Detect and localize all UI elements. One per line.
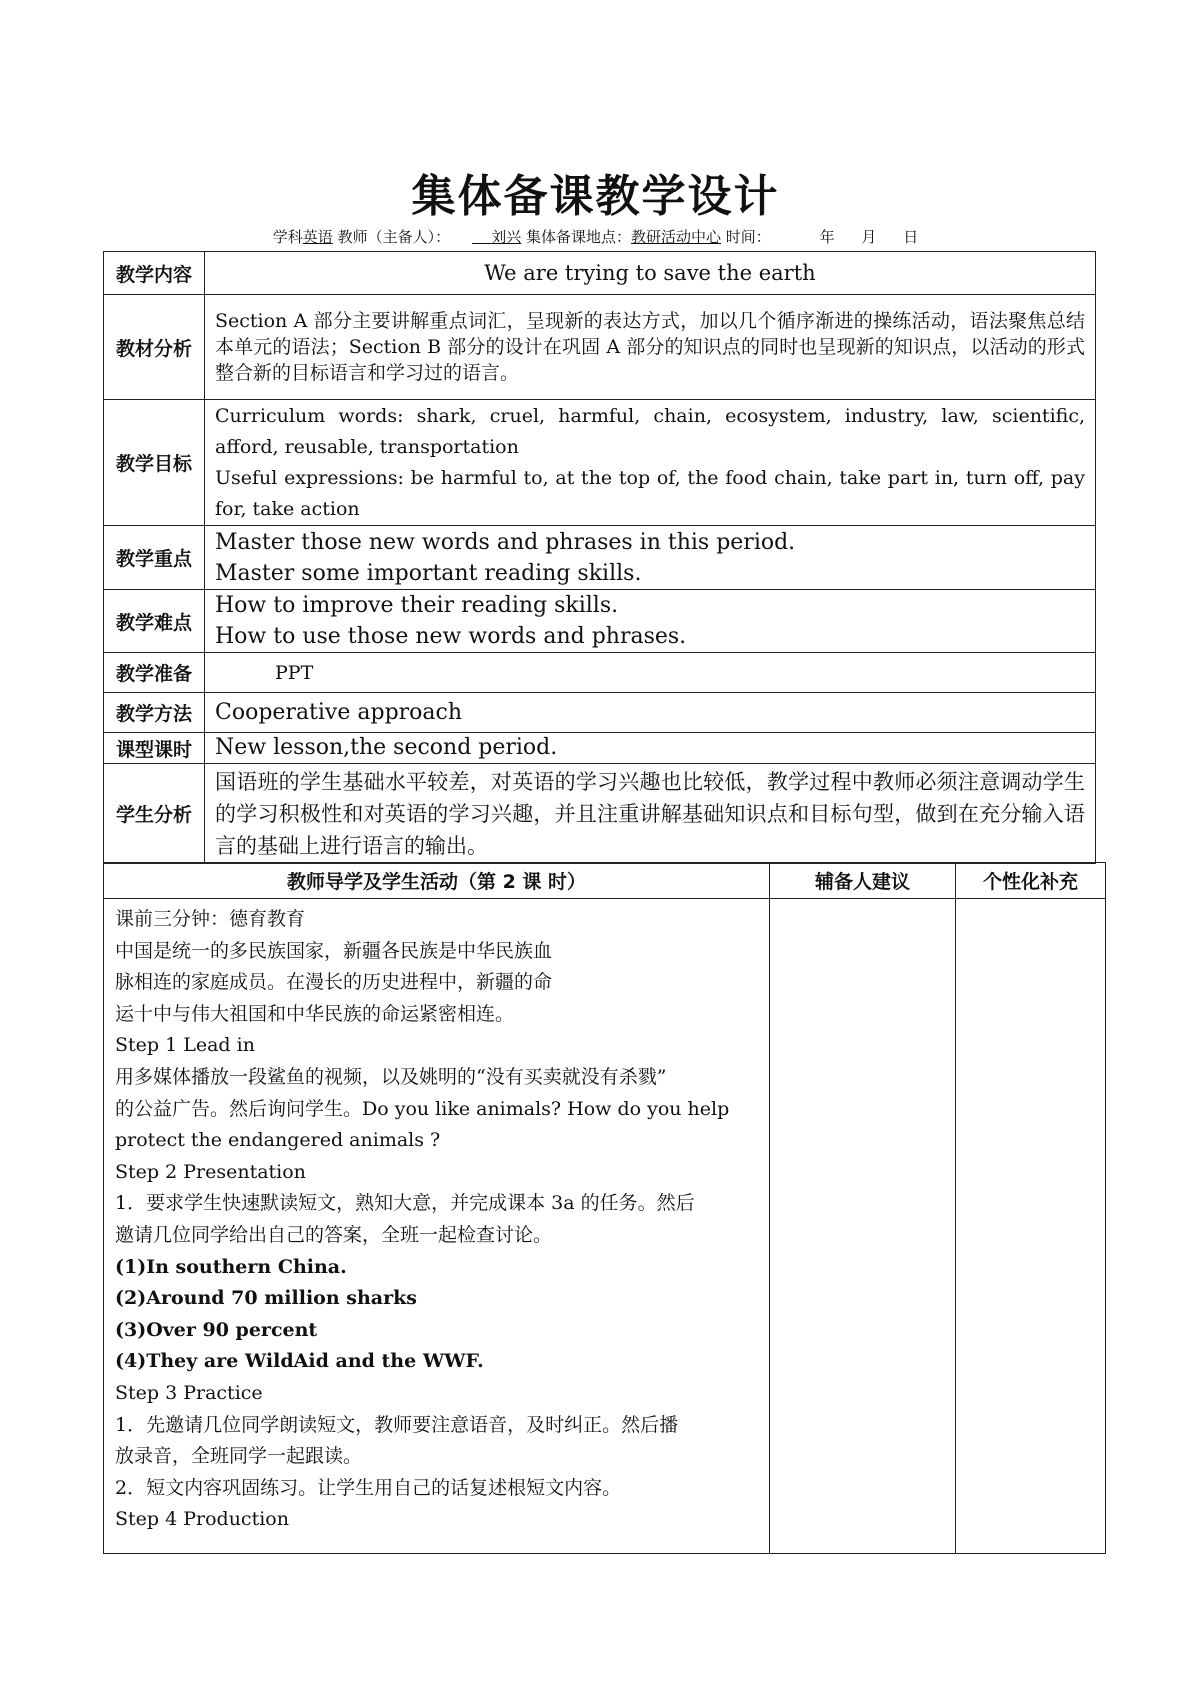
difficult-point-2: How to use those new words and phrases. bbox=[215, 624, 687, 649]
useful-expressions: Useful expressions: be harmful to, at the top of, the food chain, take part in, turn off, pay for, take action bbox=[215, 466, 1085, 520]
table-row bbox=[104, 590, 1096, 653]
day-label: 日 bbox=[903, 228, 919, 246]
table-row bbox=[104, 764, 1096, 864]
activity-line: 脉相连的家庭成员。在漫长的历史进程中，新疆的命 bbox=[115, 971, 553, 994]
activity-line: (3)Over 90 percent bbox=[115, 1318, 318, 1341]
meta-line bbox=[0, 226, 1191, 247]
row-label: 课型课时 bbox=[104, 733, 205, 764]
activity-body-row bbox=[104, 899, 1106, 1554]
month-label: 月 bbox=[861, 228, 877, 246]
activity-line: 1．要求学生快速默读短文，熟知大意，并完成课本 3a 的任务。然后 bbox=[115, 1192, 695, 1215]
plan-info-table bbox=[103, 251, 1096, 864]
curriculum-words: Curriculum words: shark, cruel, harmful, chain, ecosystem, industry, law, scientific, afford, reusable, transportation bbox=[215, 404, 1085, 458]
teaching-preparation: PPT bbox=[205, 653, 1096, 693]
assistant-suggestion-header: 辅备人建议 bbox=[770, 863, 956, 899]
teaching-goals bbox=[205, 400, 1096, 526]
activity-line: protect the endangered animals ? bbox=[115, 1129, 441, 1152]
personal-supplement-header: 个性化补充 bbox=[956, 863, 1106, 899]
activity-lines bbox=[105, 900, 768, 1536]
place-label: 集体备课地点： bbox=[525, 228, 631, 246]
activity-header-row bbox=[104, 863, 1106, 899]
row-label: 教学目标 bbox=[104, 400, 205, 526]
table-row bbox=[104, 693, 1096, 733]
activity-line: (2)Around 70 million sharks bbox=[115, 1287, 417, 1310]
document-title: 集体备课教学设计 bbox=[411, 171, 780, 222]
activity-line: 的公益广告。然后询问学生。Do you like animals? How do you help bbox=[115, 1097, 730, 1120]
activity-line: 2．短文内容巩固练习。让学生用自己的话复述根短文内容。 bbox=[115, 1476, 622, 1499]
row-label: 学生分析 bbox=[104, 764, 205, 864]
activity-line: 用多媒体播放一段鲨鱼的视频，以及姚明的“没有买卖就没有杀戮” bbox=[115, 1065, 667, 1088]
year-label: 年 bbox=[819, 228, 835, 246]
activity-line: Step 3 Practice bbox=[115, 1381, 263, 1404]
table-row bbox=[104, 295, 1096, 400]
table-row bbox=[104, 653, 1096, 693]
lesson-type: New lesson,the second period. bbox=[205, 733, 1096, 764]
activity-line: Step 4 Production bbox=[115, 1508, 289, 1531]
row-label: 教学方法 bbox=[104, 693, 205, 733]
key-point-2: Master some important reading skills. bbox=[215, 560, 642, 586]
difficult-point-1: How to improve their reading skills. bbox=[215, 593, 619, 618]
row-label: 教学准备 bbox=[104, 653, 205, 693]
row-label: 教学重点 bbox=[104, 526, 205, 590]
activity-table bbox=[103, 862, 1106, 1554]
teaching-content: We are trying to save the earth bbox=[205, 252, 1096, 295]
table-row bbox=[104, 400, 1096, 526]
table-row bbox=[104, 733, 1096, 764]
time-label: 时间： bbox=[725, 228, 771, 246]
activity-content bbox=[104, 899, 770, 1554]
key-points bbox=[205, 526, 1096, 590]
activity-main-header: 教师导学及学生活动（第 2 课 时） bbox=[104, 863, 770, 899]
subject-label: 学科 bbox=[272, 228, 303, 246]
activity-line: 放录音，全班同学一起跟读。 bbox=[115, 1445, 363, 1468]
activity-line: (1)In southern China. bbox=[115, 1255, 347, 1278]
teaching-method: Cooperative approach bbox=[205, 693, 1096, 733]
teacher-value: 刘兴 bbox=[491, 228, 522, 246]
row-label: 教学难点 bbox=[104, 590, 205, 653]
activity-line: (4)They are WildAid and the WWF. bbox=[115, 1350, 484, 1373]
activity-line: 1．先邀请几位同学朗读短文，教师要注意语音，及时纠正。然后播 bbox=[115, 1413, 679, 1436]
activity-line: Step 1 Lead in bbox=[115, 1034, 255, 1057]
difficult-points bbox=[205, 590, 1096, 653]
student-analysis: 国语班的学生基础水平较差，对英语的学习兴趣也比较低，教学过程中教师必须注意调动学生的学习积极性和对英语的学习兴趣，并且注重讲解基础知识点和目标句型，做到在充分输入语言的基础上进行语言的输出。 bbox=[205, 764, 1096, 864]
row-label: 教学内容 bbox=[104, 252, 205, 295]
activity-line: 课前三分钟：德育教育 bbox=[115, 908, 306, 930]
activity-line: 运十中与伟大祖国和中华民族的命运紧密相连。 bbox=[115, 1002, 515, 1025]
personal-supplement-cell bbox=[956, 899, 1106, 1554]
activity-line: 中国是统一的多民族国家，新疆各民族是中华民族血 bbox=[115, 939, 553, 962]
row-label: 教材分析 bbox=[104, 295, 205, 400]
activity-line: Step 2 Presentation bbox=[115, 1160, 306, 1183]
place-value: 教研活动中心 bbox=[631, 228, 722, 246]
table-row bbox=[104, 252, 1096, 295]
subject-value: 英语 bbox=[302, 228, 333, 246]
key-point-1: Master those new words and phrases in this period. bbox=[215, 529, 796, 555]
activity-line: 邀请几位同学给出自己的答案，全班一起检查讨论。 bbox=[115, 1223, 553, 1246]
teacher-label: 教师（主备人）： bbox=[337, 228, 451, 246]
material-analysis: Section A 部分主要讲解重点词汇，呈现新的表达方式，加以几个循序渐进的操练活动，语法聚焦总结本单元的语法；Section B 部分的设计在巩固 A 部分的知识点的同时也呈现新的知识点，以活动的形式整合新的目标语言和学习过的语言。 bbox=[205, 295, 1096, 400]
assistant-suggestion-cell bbox=[770, 899, 956, 1554]
table-row bbox=[104, 526, 1096, 590]
